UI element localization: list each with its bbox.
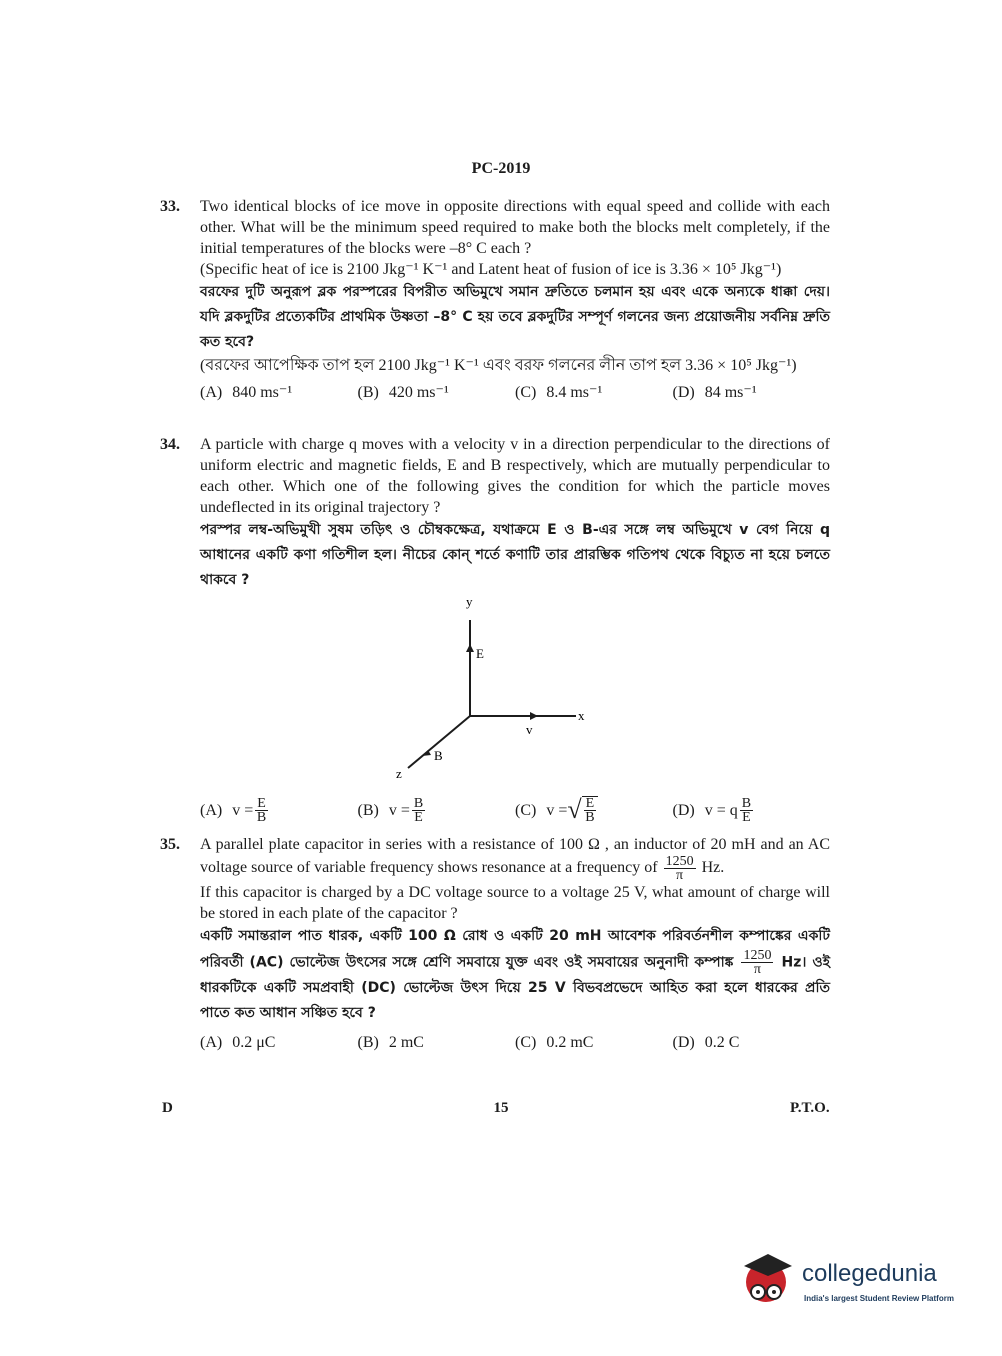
question-text-bn	[200, 924, 830, 1026]
option-label: (B)	[357, 801, 379, 819]
numerator: B	[413, 795, 424, 811]
option-a[interactable]	[200, 796, 358, 824]
option-label: (B)	[357, 384, 379, 401]
question-text-en: A particle with charge q moves with a velocity v in a direction perpendicular to the directions of uniform electric and magnetic fields, E and B respectively, which are mutually perpendicular to each other. Which one of the following gives the condition for which the particle moves undeflected in its original trajectory ?	[200, 436, 830, 516]
option-a[interactable]	[200, 382, 358, 403]
axis-label-x: x	[578, 708, 585, 723]
question-text-en: Two identical blocks of ice move in opposite directions with equal speed and collide with each other. What will be the minimum speed required to make both the blocks melt completely, if the initial temperatures of the blocks were –8° C each ?	[200, 198, 830, 257]
option-list	[200, 796, 830, 824]
question-text-bn: বরফের দুটি অনুরূপ ব্লক পরস্পরের বিপরীত অভিমুখে সমান দ্রুতিতে চলমান হয় এবং একে অন্যকে ধাক্কা দেয়। যদি ব্লকদুটির প্রত্যেকটির প্রাথমিক উষ্ণতা –8° C হয় তবে ব্লকদুটির সম্পূর্ণ গলনের জন্য প্রয়োজনীয় সর্বনিম্ন দ্রুতি কত হবে?	[200, 284, 830, 350]
option-label: (D)	[672, 801, 695, 819]
brand-name: collegedunia	[802, 1260, 937, 1287]
paper-code: PC-2019	[471, 160, 531, 177]
option-prefix: v =	[388, 801, 410, 819]
option-value: 420 ms⁻¹	[388, 384, 449, 401]
option-b[interactable]	[358, 796, 516, 824]
option-c[interactable]	[515, 1032, 673, 1053]
question-number: 34.	[160, 436, 180, 453]
collegedunia-logo	[738, 1252, 978, 1312]
question-text-part: একটি সমান্তরাল পাত ধারক, একটি 100 Ω রোধ ও একটি 20 mH আবেশক পরিবর্তনশীল কম্পাঙ্কের একটি পরিবর্তী (AC) ভোল্টেজ উৎসের সঙ্গে শ্রেণি সমবায়ে যুক্ত এবং ওই সমবায়ের অনুনাদী কম্পাঙ্ক	[200, 928, 830, 971]
option-value: 84 ms⁻¹	[704, 384, 757, 401]
denominator: E	[742, 809, 751, 825]
square-root	[567, 796, 598, 824]
option-label: (B)	[357, 1034, 379, 1051]
option-a[interactable]	[200, 1032, 358, 1053]
option-value: 2 mC	[388, 1034, 424, 1051]
numerator: E	[257, 795, 266, 811]
option-label: (A)	[200, 384, 223, 401]
option-c[interactable]	[515, 796, 673, 824]
fraction	[412, 797, 425, 824]
question-text-en	[200, 834, 830, 882]
question-34	[160, 434, 830, 593]
option-d[interactable]	[673, 796, 831, 824]
field-label-b: B	[434, 748, 443, 763]
fraction	[255, 797, 268, 824]
option-list	[200, 1032, 830, 1053]
frequency-unit: Hz.	[701, 859, 725, 877]
question-note-en: (Specific heat of ice is 2100 Jkg⁻¹ K⁻¹ and Latent heat of fusion of ice is 3.36 × 10⁵ Jkg⁻¹)	[200, 261, 782, 278]
option-value: 0.2 C	[704, 1034, 740, 1051]
frequency-fraction	[664, 855, 696, 882]
denominator: B	[585, 810, 595, 825]
option-b[interactable]	[358, 382, 516, 403]
question-34-options	[160, 790, 830, 824]
option-d[interactable]	[673, 1032, 831, 1053]
option-label: (C)	[515, 384, 537, 401]
option-label: (D)	[672, 384, 695, 401]
question-35	[160, 834, 830, 1053]
denominator: π	[676, 868, 684, 883]
question-number: 35.	[160, 836, 180, 853]
question-text-en-2: If this capacitor is charged by a DC voltage source to a voltage 25 V, what amount of charge will be stored in each plate of the capacitor ?	[200, 884, 830, 922]
option-c[interactable]	[515, 382, 673, 403]
option-value: 8.4 ms⁻¹	[546, 384, 603, 401]
pto-label: P.T.O.	[790, 1100, 830, 1116]
brand-tagline: India's largest Student Review Platform	[804, 1294, 954, 1303]
option-label: (A)	[200, 1034, 223, 1051]
numerator: 1250	[743, 948, 772, 963]
option-prefix: v =	[232, 801, 254, 819]
question-note-bn: (বরফের আপেক্ষিক তাপ হল 2100 Jkg⁻¹ K⁻¹ এবং বরফ গলনের লীন তাপ হল 3.36 × 10⁵ Jkg⁻¹)	[200, 357, 797, 374]
question-number: 33.	[160, 198, 180, 215]
option-d[interactable]	[673, 382, 831, 403]
axis-label-y: y	[466, 594, 473, 609]
radical-sign-icon: √	[567, 795, 582, 824]
denominator: E	[414, 809, 423, 825]
option-value: 0.2 μC	[232, 1034, 276, 1051]
axis-label-z: z	[396, 766, 402, 781]
option-label: (C)	[515, 801, 537, 819]
booklet-code: D	[162, 1100, 173, 1116]
denominator: B	[256, 809, 267, 825]
field-axes-diagram	[380, 590, 620, 790]
option-value: 0.2 mC	[546, 1034, 594, 1051]
option-label: (C)	[515, 1034, 537, 1051]
fraction	[740, 797, 753, 824]
numerator: B	[741, 795, 752, 811]
option-value: 840 ms⁻¹	[232, 384, 293, 401]
frequency-fraction	[741, 949, 773, 976]
numerator: 1250	[665, 854, 694, 869]
question-33	[160, 196, 830, 403]
question-text-part: Hz। ওই ধারকটিকে একটি সমপ্রবাহী (DC) ভোল্টেজ উৎস দিয়ে 25 V বিভবপ্রভেদে আহিত করা হলে ধারকের প্রতি পাতে কত আধান সঞ্চিত হবে ?	[200, 954, 831, 1021]
option-list	[200, 382, 830, 403]
option-prefix: v = q	[704, 801, 738, 819]
field-label-e: E	[476, 646, 484, 661]
option-label: (D)	[672, 1034, 695, 1051]
numerator: E	[585, 796, 595, 811]
fraction	[584, 797, 597, 824]
question-text-part: A parallel plate capacitor in series with a resistance of 100 Ω , an inductor of 20 mH and an AC voltage source of variable frequency shows resonance at a frequency of	[200, 836, 830, 877]
option-b[interactable]	[358, 1032, 516, 1053]
velocity-label-v: v	[526, 722, 533, 737]
denominator: π	[753, 962, 761, 977]
option-prefix: v =	[546, 801, 568, 819]
question-text-bn: পরস্পর লম্ব-অভিমুখী সুষম তড়িৎ ও চৌম্বকক্ষেত্র, যথাক্রমে E ও B-এর সঙ্গে লম্ব অভিমুখে v বেগ নিয়ে q আধানের একটি কণা গতিশীল হল। নীচের কোন্ শর্তে কণাটি তার প্রারম্ভিক গতিপথ থেকে বিচ্যুত না হয়ে চলতে থাকবে ?	[200, 522, 830, 588]
mascot-icon	[738, 1252, 798, 1312]
option-label: (A)	[200, 801, 223, 819]
page-number: 15	[493, 1100, 509, 1116]
